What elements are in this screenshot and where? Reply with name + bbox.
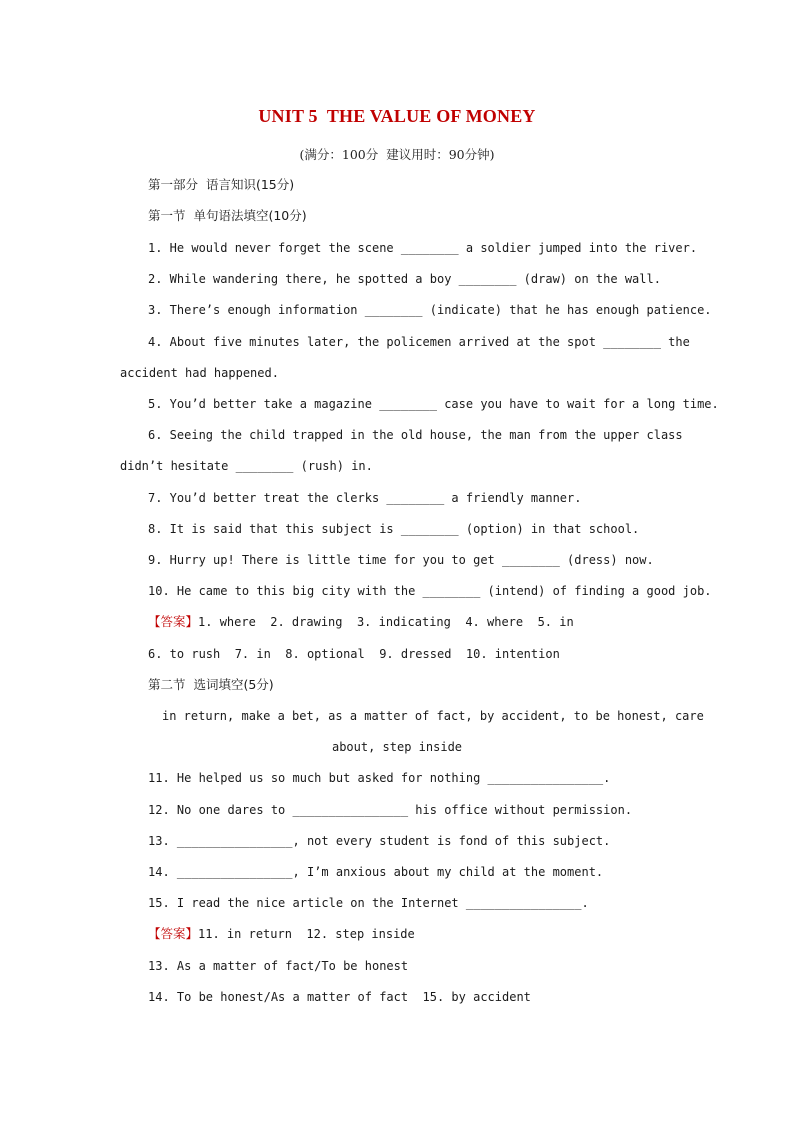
unit-title: UNIT 5 THE VALUE OF MONEY bbox=[258, 106, 536, 126]
section2-heading: 第二节 选词填空(5分) bbox=[148, 677, 274, 692]
word-bank-line-1: in return, make a bet, as a matter of fact, by accident, to be honest, care bbox=[162, 709, 704, 723]
question-11: 11. He helped us so much but asked for nothing ________________. bbox=[148, 771, 611, 785]
question-14: 14. ________________, I’m anxious about my child at the moment. bbox=[148, 865, 604, 879]
part1-heading: 第一部分 语言知识(15分) bbox=[148, 177, 295, 192]
answer-tag: 【答案】 bbox=[148, 614, 199, 629]
question-1: 1. He would never forget the scene ________ a soldier jumped into the river. bbox=[148, 241, 698, 255]
question-2: 2. While wandering there, he spotted a boy ________ (draw) on the wall. bbox=[148, 272, 661, 286]
question-6-line-1: 6. Seeing the child trapped in the old house, the man from the upper class bbox=[148, 428, 683, 442]
question-4-line-2: accident had happened. bbox=[120, 366, 279, 380]
question-7: 7. You’d better treat the clerks ________ a friendly manner. bbox=[148, 491, 582, 505]
answer-block-1-line-2: 6. to rush 7. in 8. optional 9. dressed 10. intention bbox=[148, 647, 560, 661]
question-3: 3. There’s enough information ________ (indicate) that he has enough patience. bbox=[148, 303, 712, 317]
answer-text: 11. in return 12. step inside bbox=[198, 927, 415, 941]
question-10: 10. He came to this big city with the ________ (intend) of finding a good job. bbox=[148, 584, 712, 598]
question-8: 8. It is said that this subject is ________ (option) in that school. bbox=[148, 522, 640, 536]
word-bank-line-2: about, step inside bbox=[331, 740, 463, 754]
question-5: 5. You’d better take a magazine ________ case you have to wait for a long time. bbox=[148, 397, 719, 411]
question-4-line-1: 4. About five minutes later, the policemen arrived at the spot ________ the bbox=[148, 335, 690, 349]
question-12: 12. No one dares to ________________ his office without permission. bbox=[148, 803, 633, 817]
answer-block-2-line-2: 13. As a matter of fact/To be honest bbox=[148, 959, 409, 973]
answer-block-2-line-3: 14. To be honest/As a matter of fact 15. by accident bbox=[148, 990, 531, 1004]
question-15: 15. I read the nice article on the Internet ________________. bbox=[148, 896, 589, 910]
question-13: 13. ________________, not every student is fond of this subject. bbox=[148, 834, 611, 848]
section1-heading: 第一节 单句语法填空(10分) bbox=[148, 208, 307, 223]
answer-block-2-line-1 bbox=[0, 926, 794, 942]
answer-tag: 【答案】 bbox=[148, 926, 199, 941]
answer-text: 1. where 2. drawing 3. indicating 4. where 5. in bbox=[198, 615, 574, 629]
score-time-note: (满分：100分 建议用时：90分钟) bbox=[299, 147, 495, 162]
question-9: 9. Hurry up! There is little time for you to get ________ (dress) now. bbox=[148, 553, 654, 567]
question-6-line-2: didn’t hesitate ________ (rush) in. bbox=[120, 459, 373, 473]
answer-block-1-line-1 bbox=[0, 614, 794, 630]
